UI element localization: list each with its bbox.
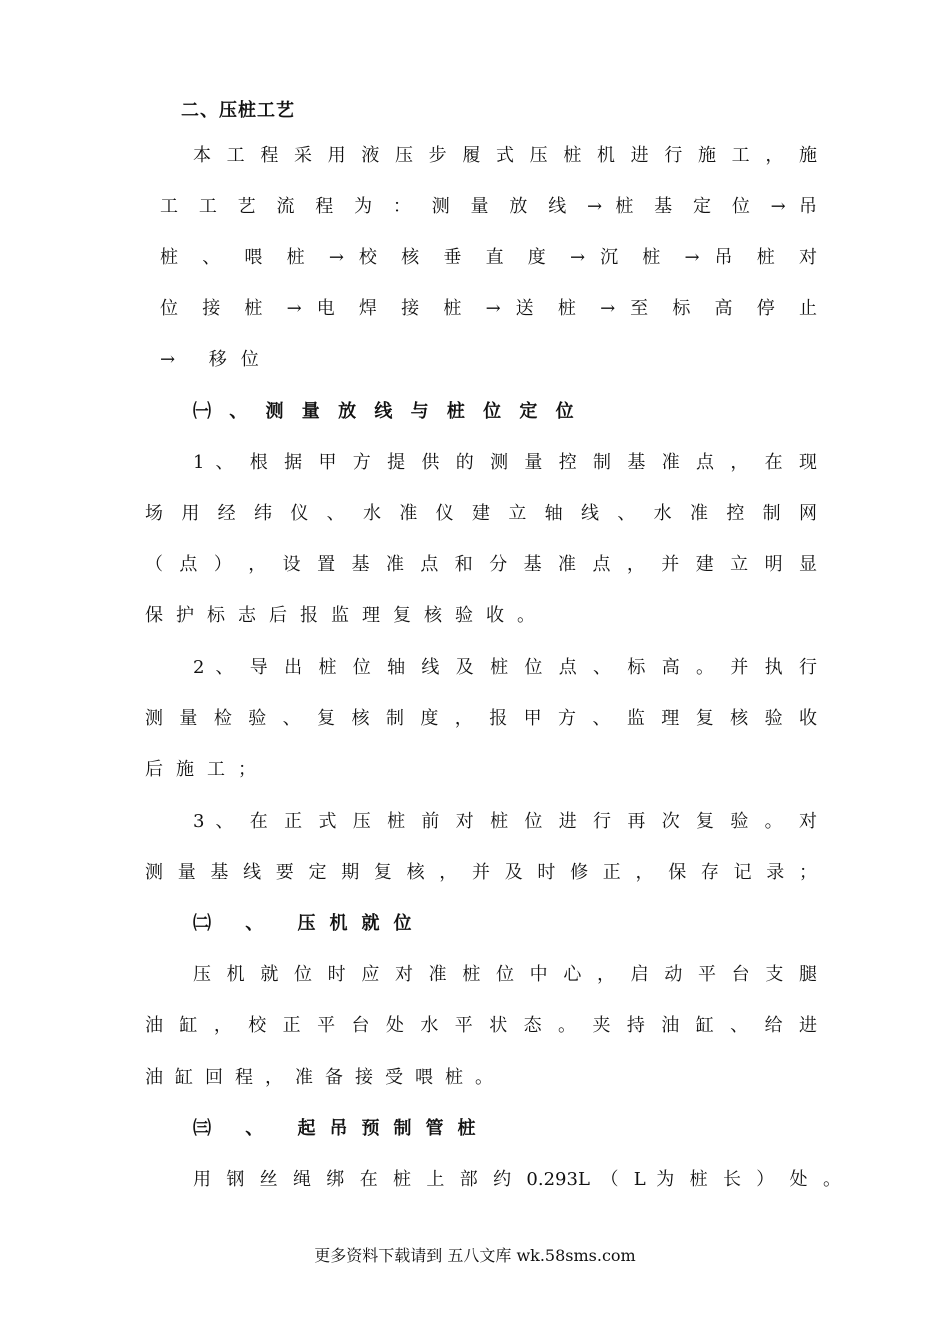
paragraph-line: 油缸回程，准备接受喂桩。 — [145, 1067, 505, 1088]
subsection-title: ㈠ 、 测 量 放 线 与 桩 位 定 位 — [193, 401, 580, 422]
section-title: 二、压桩工艺 — [181, 100, 295, 121]
paragraph-line: 场 用 经 纬 仪 、 水 准 仪 建 立 轴 线 、 水 准 控 制 网 — [145, 503, 817, 524]
subsection-title: ㈢ 、 起吊预制管桩 — [193, 1118, 490, 1139]
paragraph-line: → 移位 — [160, 349, 273, 370]
page-footer: 更多资料下载请到 五八文库 wk.58sms.com — [314, 1246, 636, 1265]
paragraph-line: 压 机 就 位 时 应 对 准 桩 位 中 心 ， 启 动 平 台 支 腿 — [193, 964, 817, 985]
paragraph-line: 3 、 在 正 式 压 桩 前 对 桩 位 进 行 再 次 复 验 。 对 — [193, 811, 817, 832]
paragraph-line: 用 钢 丝 绳 绑 在 桩 上 部 约 0.293L （ L 为 桩 长 ） 处 。 — [193, 1169, 841, 1190]
paragraph-line: 本 工 程 采 用 液 压 步 履 式 压 桩 机 进 行 施 工 ， 施 — [193, 145, 817, 166]
paragraph-line: 1 、 根 据 甲 方 提 供 的 测 量 控 制 基 准 点 ， 在 现 — [193, 452, 817, 473]
paragraph-line: 位 接 桩 → 电 焊 接 桩 → 送 桩 → 至 标 高 停 止 — [160, 298, 817, 319]
paragraph-line: 桩 、 喂 桩 → 校 核 垂 直 度 → 沉 桩 → 吊 桩 对 — [160, 247, 817, 268]
paragraph-line: 测 量 基 线 要 定 期 复 核 ， 并 及 时 修 正 ， 保 存 记 录 ； — [145, 862, 817, 883]
paragraph-line: 2 、 导 出 桩 位 轴 线 及 桩 位 点 、 标 高 。 并 执 行 — [193, 657, 817, 678]
paragraph-line: 保护标志后报监理复核验收。 — [145, 605, 548, 626]
subsection-title: ㈡ 、 压机就位 — [193, 913, 426, 934]
paragraph-line: 测 量 检 验 、 复 核 制 度 ， 报 甲 方 、 监 理 复 核 验 收 — [145, 708, 817, 729]
paragraph-line: 工 工 艺 流 程 为 ： 测 量 放 线 → 桩 基 定 位 → 吊 — [160, 196, 817, 217]
paragraph-line: 后施工； — [145, 759, 269, 780]
paragraph-line: 油 缸 ， 校 正 平 台 处 水 平 状 态 。 夹 持 油 缸 、 给 进 — [145, 1015, 817, 1036]
paragraph-line: （ 点 ） ， 设 置 基 准 点 和 分 基 准 点 ， 并 建 立 明 显 — [145, 554, 817, 575]
